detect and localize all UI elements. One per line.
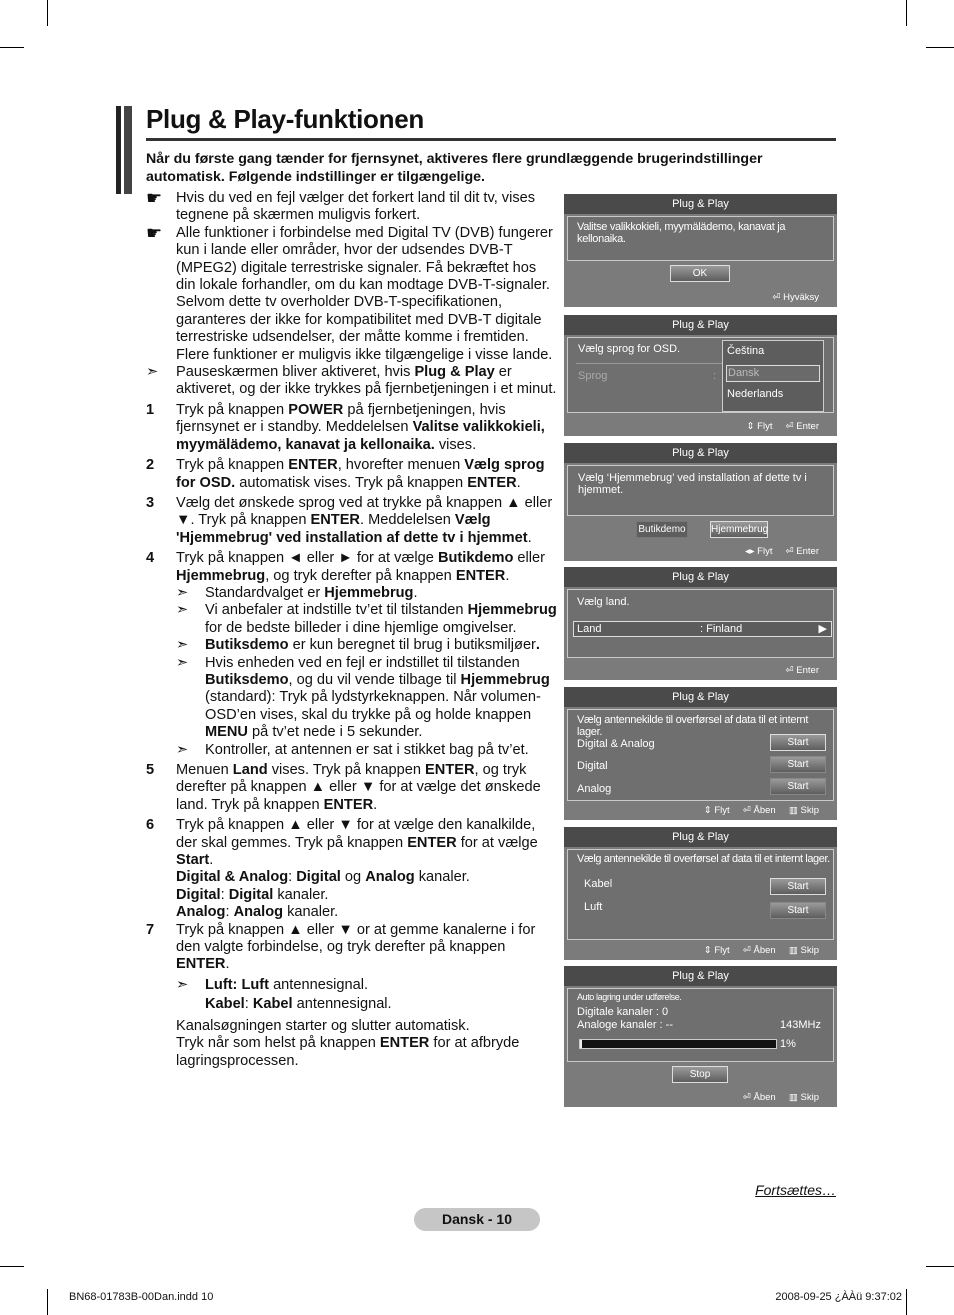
- skip-icon: ▥: [788, 805, 801, 816]
- source-option: Analog: [577, 783, 612, 795]
- crop-mark: [906, 1289, 907, 1315]
- step-4: 4 Tryk på knappen ◄ eller ► for at vælge Butikdemo eller Hjemmebrug, og tryk derefter på knappen ENTER. ➣ Standardvalget er Hjemmebrug. ➣ Vi anbefaler at indstille tv’et til tilstanden Hjemmebrug for de bedste billeder i dine hjemlige omgivelser. ➣ Butiksdemo er kun beregnet til brug i butiksmiljøer. ➣ Hvis enheden ved en fejl er indstillet til tilstanden Butiksdemo, og du vil vende tilbage til Hjemmebrug (standard): Tryk på lydstyrkeknappen. Når volumen-OSD’en vises, skal du trykke på og holde knappen MENU på tv’et nede i 5 sekunder. ➣ Kontroller, at antennen er sat i stikket bag på tv’et.: [146, 550, 557, 758]
- step-6: 6 Tryk på knappen ▲ eller ▼ for at vælge den kanalkilde, der skal gemmes. Tryk på knappen ENTER for at vælge Start. Digital & Analog: Digital og Analog kanaler. Digital: Digital kanaler. Analog: Analog kanaler.: [146, 817, 538, 921]
- osd-header: Plug & Play: [564, 194, 837, 214]
- pointing-hand-icon: ☛: [146, 222, 163, 243]
- source-option: Kabel: [584, 878, 613, 890]
- osd-screen-1: [564, 194, 837, 307]
- paragraph: Tryk når som helst på knappen ENTER for at afbryde lagringsprocessen.: [176, 1035, 520, 1069]
- message-box: Vælg ‘Hjemmebrug’ ved installation af dette tv i hjemmet.: [567, 465, 834, 516]
- enter-icon: ⏎: [785, 546, 797, 557]
- file-info: BN68-01783B-00Dan.indd 10: [69, 1291, 214, 1303]
- arrow-tip-icon: ➣: [176, 584, 189, 601]
- left-right-arrows-icon: ◂▸: [744, 546, 755, 557]
- start-button[interactable]: Start: [770, 756, 826, 773]
- osd-header: Plug & Play: [564, 567, 837, 587]
- intro-text: Når du første gang tænder for fjernsynet, aktiveres flere grundlæggende brugerindstillinger automatisk. Følgende indstillinger er tilgængelige.: [146, 151, 763, 185]
- osd-header: Plug & Play: [564, 315, 837, 335]
- enter-icon: ⏎: [785, 421, 797, 432]
- paragraph: Kanalsøgningen starter og slutter automatisk.: [176, 1017, 470, 1034]
- crop-mark: [926, 1266, 954, 1267]
- tip-item: ➣ Kontroller, at antennen er sat i stikket bag på tv’et.: [176, 741, 529, 758]
- crop-mark: [47, 1289, 48, 1315]
- source-option: Digital: [577, 760, 608, 772]
- crop-mark: [0, 1266, 24, 1267]
- stop-button[interactable]: Stop: [672, 1066, 728, 1083]
- osd-header: Plug & Play: [564, 827, 837, 847]
- crop-mark: [0, 47, 24, 48]
- tip-item: Kabel: Kabel antennesignal.: [205, 996, 392, 1013]
- pointing-hand-icon: ☛: [146, 188, 163, 208]
- progress-bar: [579, 1039, 777, 1049]
- source-option: Luft: [584, 901, 603, 913]
- page-number: Dansk - 10: [414, 1208, 540, 1231]
- up-down-arrows-icon: ⇕: [746, 421, 755, 432]
- step-1: 1 Tryk på knappen POWER på fjernbetjeningen, hvis fjernsynet er i standby. Meddelelsen Valitse valikkokieli, myymälädemo, kanavat ja kellonaika. vises.: [146, 401, 545, 453]
- home-use-button[interactable]: Hjemmebrug: [710, 521, 768, 538]
- osd-footer: ⏎ Åben ▥ Skip: [742, 1092, 819, 1103]
- crop-mark: [47, 0, 48, 26]
- note-item: ☛ Hvis du ved en fejl vælger det forkert land til dit tv, vises tegnene på skærmen muligvis forkert.: [146, 188, 536, 224]
- start-button[interactable]: Start: [770, 878, 826, 895]
- skip-icon: ▥: [788, 1092, 801, 1103]
- arrow-tip-icon: ➣: [176, 637, 189, 654]
- osd-screen-6: [564, 827, 837, 960]
- tip-item: ➣ Standardvalget er Hjemmebrug.: [176, 584, 418, 601]
- start-button[interactable]: Start: [770, 734, 826, 751]
- skip-icon: ▥: [788, 945, 801, 956]
- start-button[interactable]: Start: [770, 778, 826, 795]
- menu-box: Vælg land. Land : Finland ▶: [567, 589, 834, 658]
- osd-header: Plug & Play: [564, 687, 837, 707]
- step-3: 3 Vælg det ønskede sprog ved at trykke på knappen ▲ eller ▼. Tryk på knappen ENTER. Meddelelsen Vælg 'Hjemmebrug' ved installation af dette tv i hjemmet.: [146, 494, 553, 546]
- tip-item: ➣ Butiksdemo er kun beregnet til brug i butiksmiljøer.: [176, 637, 540, 654]
- menu-box: Vælg antennekilde til overførsel af data til et internt lager. Kabel Luft Start Start: [567, 849, 834, 940]
- osd-screen-7: [564, 966, 837, 1107]
- osd-screen-2: [564, 315, 837, 436]
- tip-item: ➣ Hvis enheden ved en fejl er indstillet til tilstanden Butiksdemo, og du vil vende tilbage til Hjemmebrug (standard): Tryk på lydstyrkeknappen. Når volumen-OSD’en vises, skal du trykke på og holde knappen MENU på tv’et nede i 5 sekunder.: [176, 654, 550, 741]
- tip-item: ➣ Luft: Luft antennesignal.: [176, 976, 369, 993]
- arrow-tip-icon: ➣: [176, 654, 189, 671]
- title-rule: [146, 138, 836, 141]
- message-box: Valitse valikkokieli, myymälädemo, kanavat ja kellonaika.: [567, 216, 834, 261]
- step-7: 7 Tryk på knappen ▲ eller ▼ or at gemme kanalerne i for den valgte forbindelse, og tryk derefter på knappen ENTER. ➣ Luft: Luft antennesignal. Kabel: Kabel antennesignal. Kanalsøgningen starter og slutter automatisk. Tryk når som helst på knappen ENTER for at afbryde lagringsprocessen.: [146, 922, 558, 1070]
- language-option[interactable]: Čeština: [727, 345, 765, 357]
- shop-demo-button[interactable]: Butikdemo: [636, 521, 688, 538]
- tip-item: ➣ Pauseskærmen bliver aktiveret, hvis Plug & Play er aktiveret, og der ikke trykkes på fjernbetjeningen i et minut.: [146, 364, 557, 398]
- arrow-tip-icon: ➣: [176, 741, 189, 758]
- continues-label: Fortsættes…: [755, 1182, 836, 1198]
- enter-icon: ⏎: [742, 945, 754, 956]
- language-dropdown[interactable]: [722, 340, 824, 412]
- crop-mark: [926, 47, 954, 48]
- osd-footer: ⏎ Enter: [785, 665, 819, 676]
- page-title: Plug & Play-funktionen: [146, 104, 424, 134]
- ok-button[interactable]: OK: [670, 265, 730, 282]
- timestamp: 2008-09-25 ¿ÀÀü 9:37:02: [775, 1291, 902, 1303]
- enter-icon: ⏎: [785, 665, 797, 676]
- start-button[interactable]: Start: [770, 902, 826, 919]
- country-selector[interactable]: Land : Finland ▶: [573, 621, 832, 637]
- arrow-tip-icon: ➣: [176, 976, 189, 993]
- osd-footer: ⇕ Flyt ⏎ Enter: [746, 421, 819, 432]
- crop-mark: [906, 0, 907, 26]
- language-option-selected[interactable]: Dansk: [728, 367, 760, 379]
- osd-screen-3: [564, 443, 837, 561]
- language-option[interactable]: Nederlands: [727, 388, 784, 400]
- enter-icon: ⏎: [742, 1092, 754, 1103]
- osd-header: Plug & Play: [564, 966, 837, 986]
- instructions-column: [146, 190, 558, 1070]
- right-arrow-icon: ▶: [818, 623, 827, 635]
- menu-box: Vælg antennekilde til overførsel af data til et internt lager. Digital & Analog Digital Analog Start Start Start: [567, 709, 834, 801]
- osd-screen-5: [564, 687, 837, 820]
- note-item: ☛ Alle funktioner i forbindelse med Digital TV (DVB) fungerer kun i lande eller områder, hvor der udsendes DVB-T (MPEG2) digitale terrestriske signaler. Få bekræftet hos din lokale forhandler, om du kan modtage DVB-T-signaler. Selvom dette tv overholder DVB-T-specifikationen, garanteres der ikke for kompatibilitet med DVB-T digitale terrestriske udsendelser, der måtte komme i fremtiden. Flere funktioner er muligvis ikke tilgængelige i visse lande.: [146, 222, 553, 363]
- progress-box: Auto lagring under udførelse. Digitale kanaler : 0 Analoge kanaler : -- 143MHz 1%: [567, 988, 834, 1062]
- tip-item: ➣ Vi anbefaler at indstille tv’et til tilstanden Hjemmebrug for de bedste billeder i dine hjemlige omgivelser.: [176, 602, 557, 636]
- enter-icon: ⏎: [742, 805, 754, 816]
- step-2: 2 Tryk på knappen ENTER, hvorefter menuen Vælg sprog for OSD. automatisk vises. Tryk på knappen ENTER.: [146, 457, 545, 491]
- up-down-arrows-icon: ⇕: [703, 945, 712, 956]
- arrow-tip-icon: ➣: [176, 602, 189, 619]
- osd-footer: ⇕ Flyt ⏎ Åben ▥ Skip: [703, 805, 819, 816]
- source-option: Digital & Analog: [577, 738, 655, 750]
- up-down-arrows-icon: ⇕: [703, 805, 712, 816]
- osd-footer: ⏎ Hyväksy: [772, 292, 819, 303]
- osd-screen-4: [564, 567, 837, 680]
- enter-icon: ⏎: [772, 292, 784, 303]
- title-accent-bar: [116, 106, 132, 194]
- arrow-tip-icon: ➣: [146, 364, 159, 381]
- osd-header: Plug & Play: [564, 443, 837, 463]
- osd-footer: ⇕ Flyt ⏎ Åben ▥ Skip: [703, 945, 819, 956]
- step-5: 5 Menuen Land vises. Tryk på knappen ENTER, og tryk derefter på knappen ▲ eller ▼ for at vælge det ønskede land. Tryk på knappen ENTER.: [146, 762, 541, 813]
- osd-footer: ◂▸ Flyt ⏎ Enter: [744, 546, 819, 557]
- menu-box: Vælg sprog for OSD. Sprog : Čeština Dansk Nederlands: [567, 337, 834, 413]
